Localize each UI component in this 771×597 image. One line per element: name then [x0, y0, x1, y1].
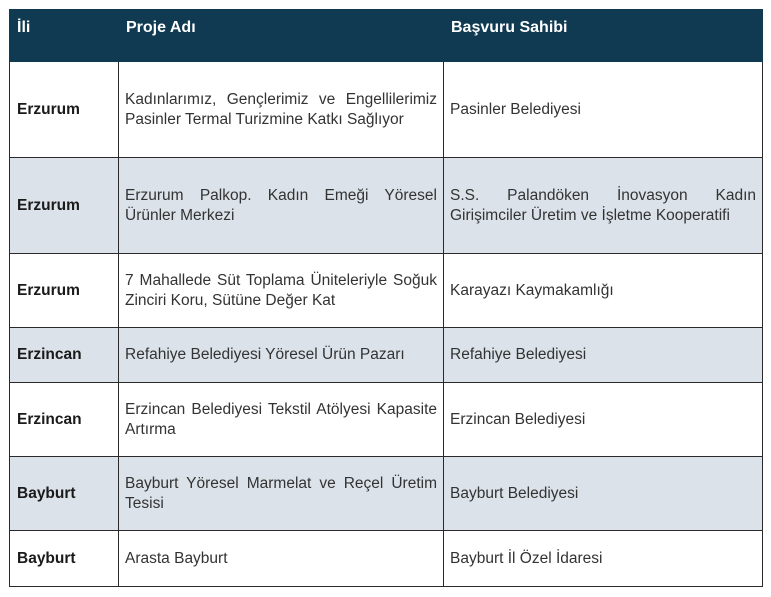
- table-row: [10, 383, 763, 457]
- cell-il: Erzincan: [10, 328, 119, 383]
- cell-proje-adi: Erzurum Palkop. Kadın Emeği Yöresel Ürünler Merkezi: [119, 158, 444, 254]
- project-table: [9, 9, 763, 587]
- cell-il: Erzincan: [10, 383, 119, 457]
- project-table-container: [9, 9, 763, 587]
- header-basvuru-sahibi: Başvuru Sahibi: [444, 10, 763, 62]
- table-row: [10, 62, 763, 158]
- header-proje-adi: Proje Adı: [119, 10, 444, 62]
- table-row: [10, 328, 763, 383]
- cell-basvuru-sahibi: S.S. Palandöken İnovasyon Kadın Girişimciler Üretim ve İşletme Kooperatifi: [444, 158, 763, 254]
- table-row: [10, 531, 763, 587]
- cell-proje-adi: Refahiye Belediyesi Yöresel Ürün Pazarı: [119, 328, 444, 383]
- table-row: [10, 158, 763, 254]
- header-il: İli: [10, 10, 119, 62]
- cell-il: Erzurum: [10, 254, 119, 328]
- cell-basvuru-sahibi: Bayburt Belediyesi: [444, 457, 763, 531]
- cell-il: Bayburt: [10, 457, 119, 531]
- cell-basvuru-sahibi: Bayburt İl Özel İdaresi: [444, 531, 763, 587]
- cell-il: Erzurum: [10, 62, 119, 158]
- cell-basvuru-sahibi: Refahiye Belediyesi: [444, 328, 763, 383]
- cell-proje-adi: 7 Mahallede Süt Toplama Üniteleriyle Soğuk Zinciri Koru, Sütüne Değer Kat: [119, 254, 444, 328]
- table-header-row: [10, 10, 763, 62]
- table-row: [10, 457, 763, 531]
- cell-basvuru-sahibi: Erzincan Belediyesi: [444, 383, 763, 457]
- cell-proje-adi: Erzincan Belediyesi Tekstil Atölyesi Kapasite Artırma: [119, 383, 444, 457]
- cell-basvuru-sahibi: Pasinler Belediyesi: [444, 62, 763, 158]
- cell-proje-adi: Arasta Bayburt: [119, 531, 444, 587]
- cell-basvuru-sahibi: Karayazı Kaymakamlığı: [444, 254, 763, 328]
- table-row: [10, 254, 763, 328]
- cell-il: Erzurum: [10, 158, 119, 254]
- cell-proje-adi: Kadınlarımız, Gençlerimiz ve Engellilerimiz Pasinler Termal Turizmine Katkı Sağlıyor: [119, 62, 444, 158]
- cell-proje-adi: Bayburt Yöresel Marmelat ve Reçel Üretim Tesisi: [119, 457, 444, 531]
- cell-il: Bayburt: [10, 531, 119, 587]
